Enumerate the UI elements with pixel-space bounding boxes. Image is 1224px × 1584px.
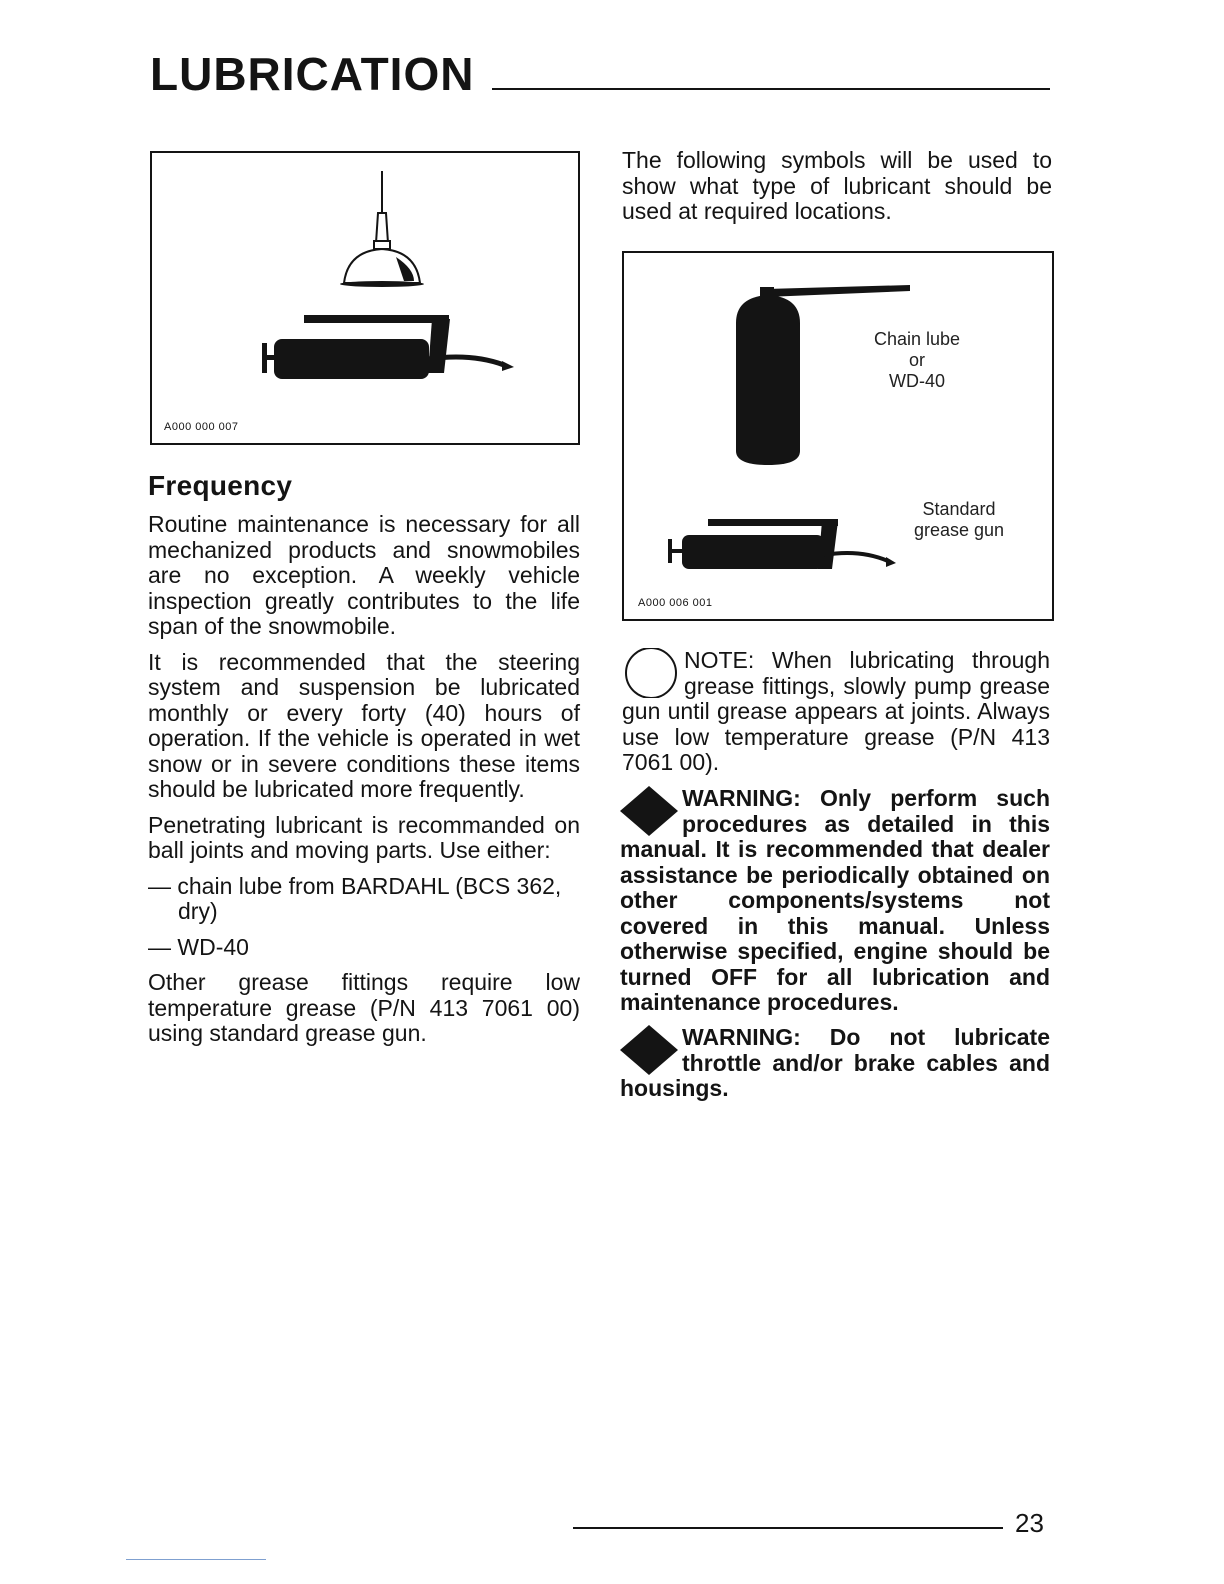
note-text: When lubricating through grease fittings, slowly pump grease gun until grease appears at joints. Always use low temperature grease (P/N 413 7061 00). <box>622 647 1050 775</box>
grease-gun-icon <box>262 315 514 379</box>
list-item: — WD-40 <box>148 933 249 960</box>
note-block <box>622 648 1050 776</box>
chain-lube-label: Chain lube or WD-40 <box>873 329 961 391</box>
figure-oil-can-grease-gun <box>150 151 580 445</box>
paragraph: Penetrating lubricant is recommanded on ball joints and moving parts. Use either: <box>148 811 580 863</box>
oil-can-icon <box>340 171 424 287</box>
warning-text: WARNING: Only perform such procedures as detailed in this manual. It is recommended that dealer assistance be periodically obtained on other components/systems not covered in this manual. Unless otherwise specified, engine should be turned OFF for all lubrication and maintenance procedures. <box>620 785 1050 1015</box>
paragraph: The following symbols will be used to show what type of lubricant should be used at required locations. <box>622 147 1052 224</box>
left-column <box>148 470 580 1057</box>
list-item: — chain lube from BARDAHL (BCS 362, dry) <box>148 872 562 924</box>
warning-diamond-icon <box>620 1025 678 1075</box>
note-label: NOTE: <box>684 647 755 673</box>
figure-code: A000 006 001 <box>638 597 713 609</box>
section-heading-frequency: Frequency <box>148 470 293 501</box>
warning-block <box>620 1025 1050 1102</box>
footer-rule <box>573 1527 1003 1529</box>
scan-artifact-line <box>126 1559 266 1560</box>
paragraph: Other grease fittings require low temperature grease (P/N 413 7061 00) using standard grease gun. <box>148 969 580 1046</box>
grease-gun-icon <box>668 519 896 569</box>
warning-diamond-icon <box>620 786 678 836</box>
title-rule <box>492 88 1050 90</box>
right-column-intro <box>622 148 1052 235</box>
figure-lubricant-symbols <box>622 251 1054 621</box>
warning-block <box>620 786 1050 1016</box>
note-circle-icon <box>622 648 680 698</box>
page-number: 23 <box>1015 1508 1044 1538</box>
figure-2-illustration <box>624 253 1052 619</box>
paragraph: It is recommended that the steering system and suspension be lubricated monthly or every forty (40) hours of operation. If the vehicle is operated in wet snow or in severe conditions these items should be lubricated more frequently. <box>148 648 580 802</box>
figure-code: A000 000 007 <box>164 421 239 433</box>
figure-1-illustration <box>152 153 578 443</box>
paragraph: Routine maintenance is necessary for all mechanized products and snowmobiles are no exception. A weekly vehicle inspection greatly contributes to the life span of the snowmobile. <box>148 511 580 639</box>
warning-text: WARNING: Do not lubricate throttle and/or brake cables and housings. <box>620 1024 1050 1101</box>
grease-gun-label: Standard grease gun <box>913 499 1005 540</box>
page-title: LUBRICATION <box>150 48 475 100</box>
